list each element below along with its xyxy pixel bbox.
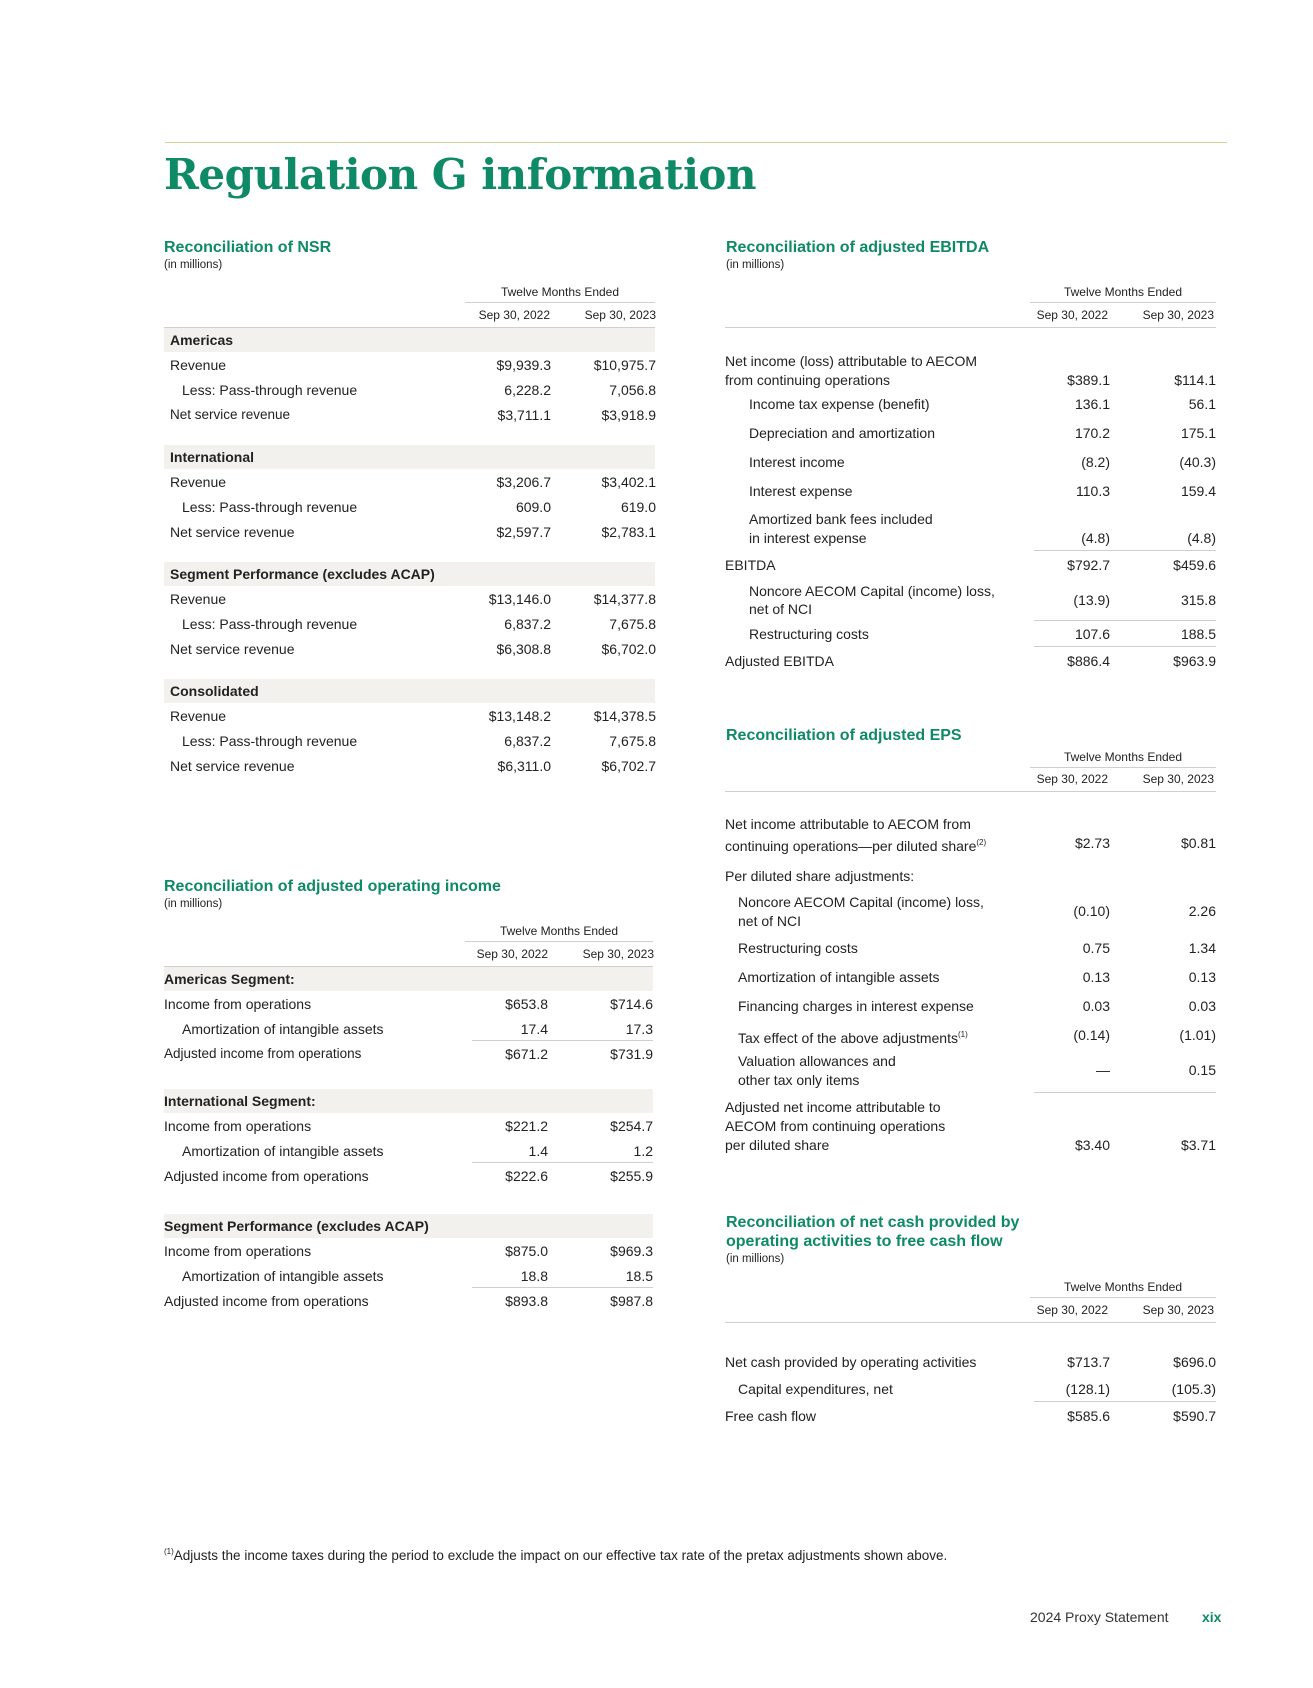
aoi-value-2023: 17.3 bbox=[625, 1021, 653, 1037]
nsr-row-label: Less: Pass-through revenue bbox=[182, 616, 358, 632]
eps-row-label-line2: other tax only items bbox=[738, 1072, 860, 1088]
nsr-value-2023: 7,675.8 bbox=[609, 733, 656, 749]
ebitda-value-2023: $459.6 bbox=[1173, 557, 1216, 573]
nsr-value-2023: $6,702.7 bbox=[601, 758, 656, 774]
ebitda-value-2022: (13.9) bbox=[1073, 592, 1110, 608]
footnote-ref-2: (2) bbox=[976, 838, 987, 847]
aoi-row-label: Adjusted income from operations bbox=[164, 1046, 362, 1061]
nsr-value-2023: $14,378.5 bbox=[593, 708, 656, 724]
fcf-value-2022: $585.6 bbox=[1067, 1408, 1110, 1424]
aoi-value-2022: $671.2 bbox=[505, 1046, 548, 1062]
nsr-col-group: Twelve Months Ended bbox=[500, 285, 620, 299]
ebitda-value-2022: (4.8) bbox=[1081, 530, 1110, 546]
nsr-row-label: Less: Pass-through revenue bbox=[182, 733, 358, 749]
ebitda-value-2022: 136.1 bbox=[1074, 396, 1110, 412]
aoi-row-label: Income from operations bbox=[164, 996, 312, 1012]
aoi-col-group: Twelve Months Ended bbox=[499, 924, 619, 938]
eps-value-2022: $2.73 bbox=[1074, 835, 1110, 851]
eps-value-2022: 0.03 bbox=[1082, 998, 1110, 1014]
ebitda-value-2023: (40.3) bbox=[1179, 454, 1216, 470]
ebitda-row-label: EBITDA bbox=[725, 557, 776, 573]
nsr-value-2022: $13,148.2 bbox=[488, 708, 551, 724]
nsr-section-heading: Segment Performance (excludes ACAP) bbox=[170, 566, 435, 582]
eps-value-2023: 0.13 bbox=[1188, 969, 1216, 985]
ebitda-row-label: Adjusted EBITDA bbox=[725, 653, 834, 669]
aoi-col1: Sep 30, 2022 bbox=[476, 947, 548, 961]
ebitda-row-label: Amortized bank fees included bbox=[749, 511, 933, 527]
aoi-value-2022: $222.6 bbox=[505, 1168, 548, 1184]
aoi-section-heading: International Segment: bbox=[164, 1093, 316, 1109]
eps-value-2023: 0.03 bbox=[1188, 998, 1216, 1014]
nsr-value-2022: 6,228.2 bbox=[504, 382, 551, 398]
fcf-value-2023: (105.3) bbox=[1171, 1381, 1216, 1397]
nsr-value-2023: $6,702.0 bbox=[601, 641, 656, 657]
aoi-value-2023: $987.8 bbox=[610, 1293, 653, 1309]
ebitda-value-2022: $886.4 bbox=[1067, 653, 1110, 669]
footnote-mark: (1) bbox=[164, 1547, 174, 1556]
nsr-title: Reconciliation of NSR bbox=[164, 239, 332, 256]
ebitda-value-2023: 315.8 bbox=[1180, 592, 1216, 608]
nsr-value-2022: $9,939.3 bbox=[496, 357, 551, 373]
nsr-value-2023: 7,056.8 bbox=[609, 382, 656, 398]
eps-col2: Sep 30, 2023 bbox=[1142, 772, 1214, 786]
nsr-row-label: Revenue bbox=[170, 591, 227, 607]
ebitda-value-2022: $389.1 bbox=[1067, 372, 1110, 388]
nsr-value-2023: $2,783.1 bbox=[601, 524, 656, 540]
aoi-value-2023: 1.2 bbox=[633, 1143, 653, 1159]
nsr-value-2022: $3,711.1 bbox=[497, 407, 551, 423]
eps-value-2023: $0.81 bbox=[1180, 835, 1216, 851]
ebitda-row-label: Interest income bbox=[749, 454, 845, 470]
aoi-value-2022: $221.2 bbox=[505, 1118, 548, 1134]
footnote-text: Adjusts the income taxes during the period to exclude the impact on our effective tax rate of the pretax adjustments shown above. bbox=[173, 1548, 948, 1563]
nsr-row-label: Less: Pass-through revenue bbox=[182, 499, 358, 515]
aoi-row-label: Adjusted income from operations bbox=[164, 1168, 369, 1184]
nsr-row-label: Net service revenue bbox=[170, 641, 295, 657]
nsr-row-label: Revenue bbox=[170, 474, 227, 490]
aoi-value-2023: $255.9 bbox=[610, 1168, 653, 1184]
ebitda-col1: Sep 30, 2022 bbox=[1036, 308, 1108, 322]
ebitda-value-2022: $792.7 bbox=[1067, 557, 1110, 573]
ebitda-row-label: Income tax expense (benefit) bbox=[749, 396, 930, 412]
ebitda-value-2023: 56.1 bbox=[1188, 396, 1216, 412]
nsr-value-2023: 619.0 bbox=[620, 499, 656, 515]
ebitda-value-2022: 107.6 bbox=[1074, 626, 1110, 642]
ebitda-value-2023: $963.9 bbox=[1173, 653, 1216, 669]
nsr-col1: Sep 30, 2022 bbox=[478, 308, 550, 322]
aoi-value-2022: 17.4 bbox=[520, 1021, 548, 1037]
aoi-row-label: Income from operations bbox=[164, 1243, 312, 1259]
ebitda-row-label: Depreciation and amortization bbox=[749, 425, 935, 441]
ebitda-value-2023: 188.5 bbox=[1180, 626, 1216, 642]
ebitda-value-2023: 159.4 bbox=[1180, 483, 1216, 499]
nsr-value-2022: 6,837.2 bbox=[504, 733, 551, 749]
eps-row-label: Amortization of intangible assets bbox=[738, 969, 940, 985]
nsr-row-label: Revenue bbox=[170, 708, 227, 724]
fcf-title: Reconciliation of net cash provided by bbox=[726, 1214, 1020, 1231]
aoi-value-2022: $893.8 bbox=[505, 1293, 548, 1309]
eps-col-group: Twelve Months Ended bbox=[1063, 750, 1183, 764]
ebitda-row-label: Noncore AECOM Capital (income) loss, bbox=[749, 583, 995, 599]
eps-value-2023: $3.71 bbox=[1180, 1137, 1216, 1153]
nsr-value-2023: $10,975.7 bbox=[593, 357, 656, 373]
eps-value-2023: 2.26 bbox=[1188, 903, 1216, 919]
nsr-value-2022: $13,146.0 bbox=[488, 591, 551, 607]
fcf-title-line2: operating activities to free cash flow bbox=[726, 1233, 1003, 1250]
eps-value-2022: 0.13 bbox=[1082, 969, 1110, 985]
ebitda-value-2022: 170.2 bbox=[1074, 425, 1110, 441]
eps-value-2023: 1.34 bbox=[1188, 940, 1216, 956]
fcf-units: (in millions) bbox=[726, 1253, 785, 1265]
fcf-value-2023: $590.7 bbox=[1173, 1408, 1216, 1424]
eps-col1: Sep 30, 2022 bbox=[1036, 772, 1108, 786]
nsr-row-label: Less: Pass-through revenue bbox=[182, 382, 358, 398]
fcf-row-label: Net cash provided by operating activities bbox=[725, 1354, 977, 1370]
eps-value-2022: (0.10) bbox=[1073, 903, 1110, 919]
footer-document-title: 2024 Proxy Statement bbox=[1030, 1609, 1169, 1625]
eps-row-label: Net income attributable to AECOM from bbox=[725, 816, 971, 832]
eps-title: Reconciliation of adjusted EPS bbox=[726, 727, 962, 744]
ebitda-value-2023: (4.8) bbox=[1187, 530, 1216, 546]
eps-row-label: Restructuring costs bbox=[738, 940, 858, 956]
aoi-row-label: Income from operations bbox=[164, 1118, 312, 1134]
ebitda-row-label-line2: in interest expense bbox=[749, 530, 867, 546]
fcf-value-2023: $696.0 bbox=[1173, 1354, 1216, 1370]
aoi-value-2022: $875.0 bbox=[505, 1243, 548, 1259]
aoi-section-heading: Americas Segment: bbox=[164, 971, 295, 987]
fcf-value-2022: $713.7 bbox=[1067, 1354, 1110, 1370]
nsr-value-2022: 609.0 bbox=[515, 499, 551, 515]
eps-value-2022: — bbox=[1096, 1062, 1110, 1078]
ebitda-row-label: Interest expense bbox=[749, 483, 853, 499]
eps-value-2022: (0.14) bbox=[1073, 1027, 1110, 1043]
ebitda-value-2023: $114.1 bbox=[1174, 372, 1216, 388]
eps-row-label-line2: continuing operations—per diluted share$^{(2)}$ bbox=[725, 838, 987, 854]
footnote-ref-1: (1) bbox=[958, 1030, 968, 1039]
ebitda-row-label: Restructuring costs bbox=[749, 626, 869, 642]
nsr-row-label: Net service revenue bbox=[170, 407, 291, 422]
nsr-value-2023: 7,675.8 bbox=[609, 616, 656, 632]
fcf-row-label: Capital expenditures, net bbox=[738, 1381, 893, 1397]
eps-value-2022: 0.75 bbox=[1082, 940, 1110, 956]
nsr-value-2022: $2,597.7 bbox=[496, 524, 551, 540]
nsr-col2: Sep 30, 2023 bbox=[584, 308, 656, 322]
ebitda-title: Reconciliation of adjusted EBITDA bbox=[726, 239, 990, 256]
page-number: xix bbox=[1202, 1609, 1222, 1625]
aoi-value-2023: $969.3 bbox=[610, 1243, 653, 1259]
ebitda-col2: Sep 30, 2023 bbox=[1142, 308, 1214, 322]
ebitda-value-2022: 110.3 bbox=[1076, 483, 1110, 499]
eps-row-label-line3: per diluted share bbox=[725, 1137, 830, 1153]
eps-value-2023: 0.15 bbox=[1188, 1062, 1216, 1078]
eps-row-label: Financing charges in interest expense bbox=[738, 998, 974, 1014]
fcf-row-label: Free cash flow bbox=[725, 1408, 817, 1424]
nsr-section-heading: Consolidated bbox=[170, 683, 259, 699]
eps-row-label: Valuation allowances and bbox=[738, 1053, 896, 1069]
nsr-units: (in millions) bbox=[164, 259, 223, 271]
nsr-row-label: Net service revenue bbox=[170, 758, 295, 774]
nsr-row-label: Revenue bbox=[170, 357, 227, 373]
ebitda-value-2022: (8.2) bbox=[1081, 454, 1110, 470]
ebitda-row-label: Net income (loss) attributable to AECOM bbox=[725, 353, 978, 369]
aoi-value-2023: $731.9 bbox=[610, 1046, 653, 1062]
nsr-row-label: Net service revenue bbox=[170, 524, 295, 540]
fcf-col1: Sep 30, 2022 bbox=[1036, 1303, 1108, 1317]
aoi-value-2022: 18.8 bbox=[520, 1268, 548, 1284]
top-rule bbox=[165, 142, 1227, 143]
aoi-title: Reconciliation of adjusted operating income bbox=[164, 878, 501, 895]
fcf-value-2022: (128.1) bbox=[1065, 1381, 1110, 1397]
aoi-section-heading: Segment Performance (excludes ACAP) bbox=[164, 1218, 429, 1234]
nsr-section-heading: Americas bbox=[170, 332, 234, 348]
eps-value-2023: (1.01) bbox=[1179, 1027, 1216, 1043]
footnote bbox=[164, 1547, 947, 1563]
nsr-value-2023: $3,918.9 bbox=[601, 407, 656, 423]
ebitda-units: (in millions) bbox=[726, 259, 785, 271]
aoi-row-label: Amortization of intangible assets bbox=[182, 1268, 384, 1284]
aoi-value-2023: 18.5 bbox=[625, 1268, 653, 1284]
eps-row-label-line2: AECOM from continuing operations bbox=[725, 1118, 946, 1134]
aoi-col2: Sep 30, 2023 bbox=[582, 947, 654, 961]
nsr-value-2022: 6,837.2 bbox=[504, 616, 551, 632]
aoi-row-label: Amortization of intangible assets bbox=[182, 1021, 384, 1037]
nsr-value-2022: $3,206.7 bbox=[496, 474, 551, 490]
fcf-col2: Sep 30, 2023 bbox=[1142, 1303, 1214, 1317]
aoi-units: (in millions) bbox=[164, 898, 223, 910]
eps-row-label: Tax effect of the above adjustments$^{(1)}$ bbox=[738, 1030, 968, 1046]
page-title: Regulation G information bbox=[164, 150, 756, 199]
eps-row-label: Noncore AECOM Capital (income) loss, bbox=[738, 894, 984, 910]
aoi-value-2023: $714.6 bbox=[610, 996, 653, 1012]
aoi-value-2023: $254.7 bbox=[610, 1118, 653, 1134]
eps-row-label: Adjusted net income attributable to bbox=[725, 1099, 941, 1115]
eps-value-2022: $3.40 bbox=[1074, 1137, 1110, 1153]
aoi-value-2022: $653.8 bbox=[505, 996, 548, 1012]
aoi-value-2022: 1.4 bbox=[528, 1143, 548, 1159]
ebitda-row-label-line2: net of NCI bbox=[749, 601, 813, 617]
nsr-value-2022: $6,311.0 bbox=[497, 758, 551, 774]
ebitda-col-group: Twelve Months Ended bbox=[1063, 285, 1183, 299]
nsr-value-2023: $14,377.8 bbox=[593, 591, 656, 607]
nsr-value-2023: $3,402.1 bbox=[601, 474, 656, 490]
nsr-section-heading: International bbox=[170, 449, 255, 465]
eps-row-label-line2: net of NCI bbox=[738, 913, 802, 929]
fcf-col-group: Twelve Months Ended bbox=[1063, 1280, 1183, 1294]
aoi-row-label: Adjusted income from operations bbox=[164, 1293, 369, 1309]
nsr-value-2022: $6,308.8 bbox=[496, 641, 551, 657]
ebitda-row-label-line2: from continuing operations bbox=[725, 372, 890, 388]
aoi-row-label: Amortization of intangible assets bbox=[182, 1143, 384, 1159]
eps-row-label: Per diluted share adjustments: bbox=[725, 868, 915, 884]
ebitda-value-2023: 175.1 bbox=[1180, 425, 1216, 441]
